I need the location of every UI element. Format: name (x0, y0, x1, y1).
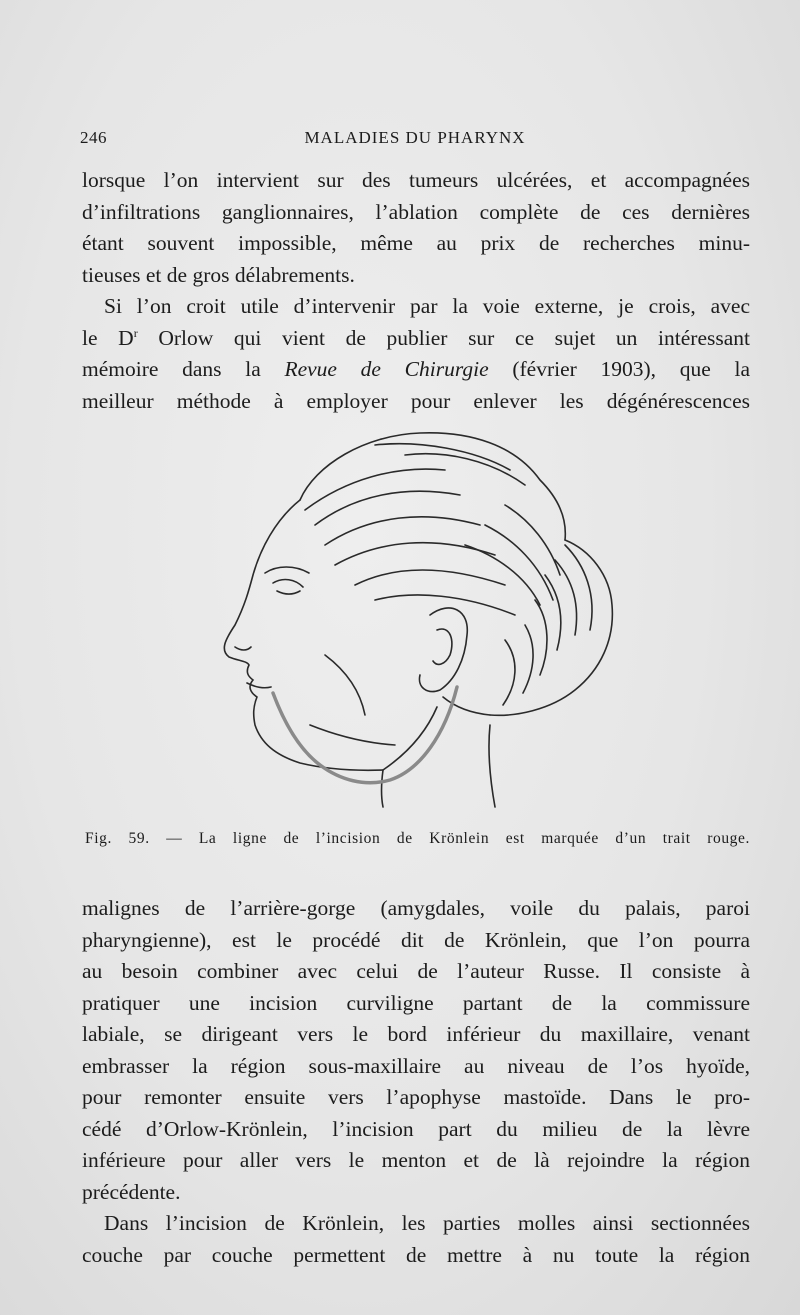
text-line: malignes de l’arrière-gorge (amygdales, voile du palais, paroi (82, 896, 750, 920)
text-line: étant souvent impossible, même au prix de recherches minu- (82, 231, 750, 255)
text-line (82, 323, 750, 355)
incision-line (273, 687, 457, 783)
text-fragment: mémoire dans la (82, 357, 285, 381)
text-fragment: le D (82, 325, 134, 350)
text-fragment: Orlow qui vient de publier sur ce sujet un intéressant (137, 325, 750, 350)
figure-head-profile (205, 425, 625, 810)
text-fragment: (février 1903), que la (488, 357, 750, 381)
figure-caption: Fig. 59. — La ligne de l’incision de Krönlein est marquée d’un trait rouge. (85, 830, 750, 847)
text-line: Dans l’incision de Krönlein, les parties molles ainsi sectionnées (104, 1211, 750, 1235)
text-line: tieuses et de gros délabrements. (82, 262, 355, 287)
text-line: meilleur méthode à employer pour enlever les dégénérescences (82, 388, 750, 413)
running-head (80, 128, 750, 158)
text-line: pratiquer une incision curviligne partant de la commissure (82, 990, 750, 1015)
page-number: 246 (80, 128, 107, 147)
text-line: lorsque l’on intervient sur des tumeurs ulcérées, et accompagnées (82, 168, 750, 192)
text-line: Si l’on croit utile d’intervenir par la voie externe, je crois, avec (104, 294, 750, 318)
head-profile-illustration (205, 425, 625, 810)
text-line: cédé d’Orlow-Krönlein, l’incision part du milieu de la lèvre (82, 1116, 750, 1141)
text-line: embrasser la région sous-maxillaire au niveau de l’os hyoïde, (82, 1053, 750, 1078)
text-line: précédente. (82, 1179, 181, 1204)
text-line: couche par couche permettent de mettre à nu toute la région (82, 1242, 750, 1267)
text-line: pharyngienne), est le procédé dit de Krönlein, que l’on pourra (82, 927, 750, 952)
text-line: pour remonter ensuite vers l’apophyse mastoïde. Dans le pro- (82, 1085, 750, 1109)
text-line (82, 354, 750, 386)
text-line: inférieure pour aller vers le menton et de là rejoindre la région (82, 1148, 750, 1172)
text-block-bottom (82, 893, 750, 1271)
text-line: labiale, se dirigeant vers le bord inférieur du maxillaire, venant (82, 1022, 750, 1046)
text-line: au besoin combiner avec celui de l’auteur Russe. Il consiste à (82, 959, 750, 983)
superscript: r (133, 325, 138, 340)
text-line: d’infiltrations ganglionnaires, l’ablation complète de ces dernières (82, 199, 750, 224)
journal-title: Revue de Chirurgie (284, 357, 489, 381)
running-title: MALADIES DU PHARYNX (304, 128, 526, 147)
text-block-top (82, 165, 750, 417)
